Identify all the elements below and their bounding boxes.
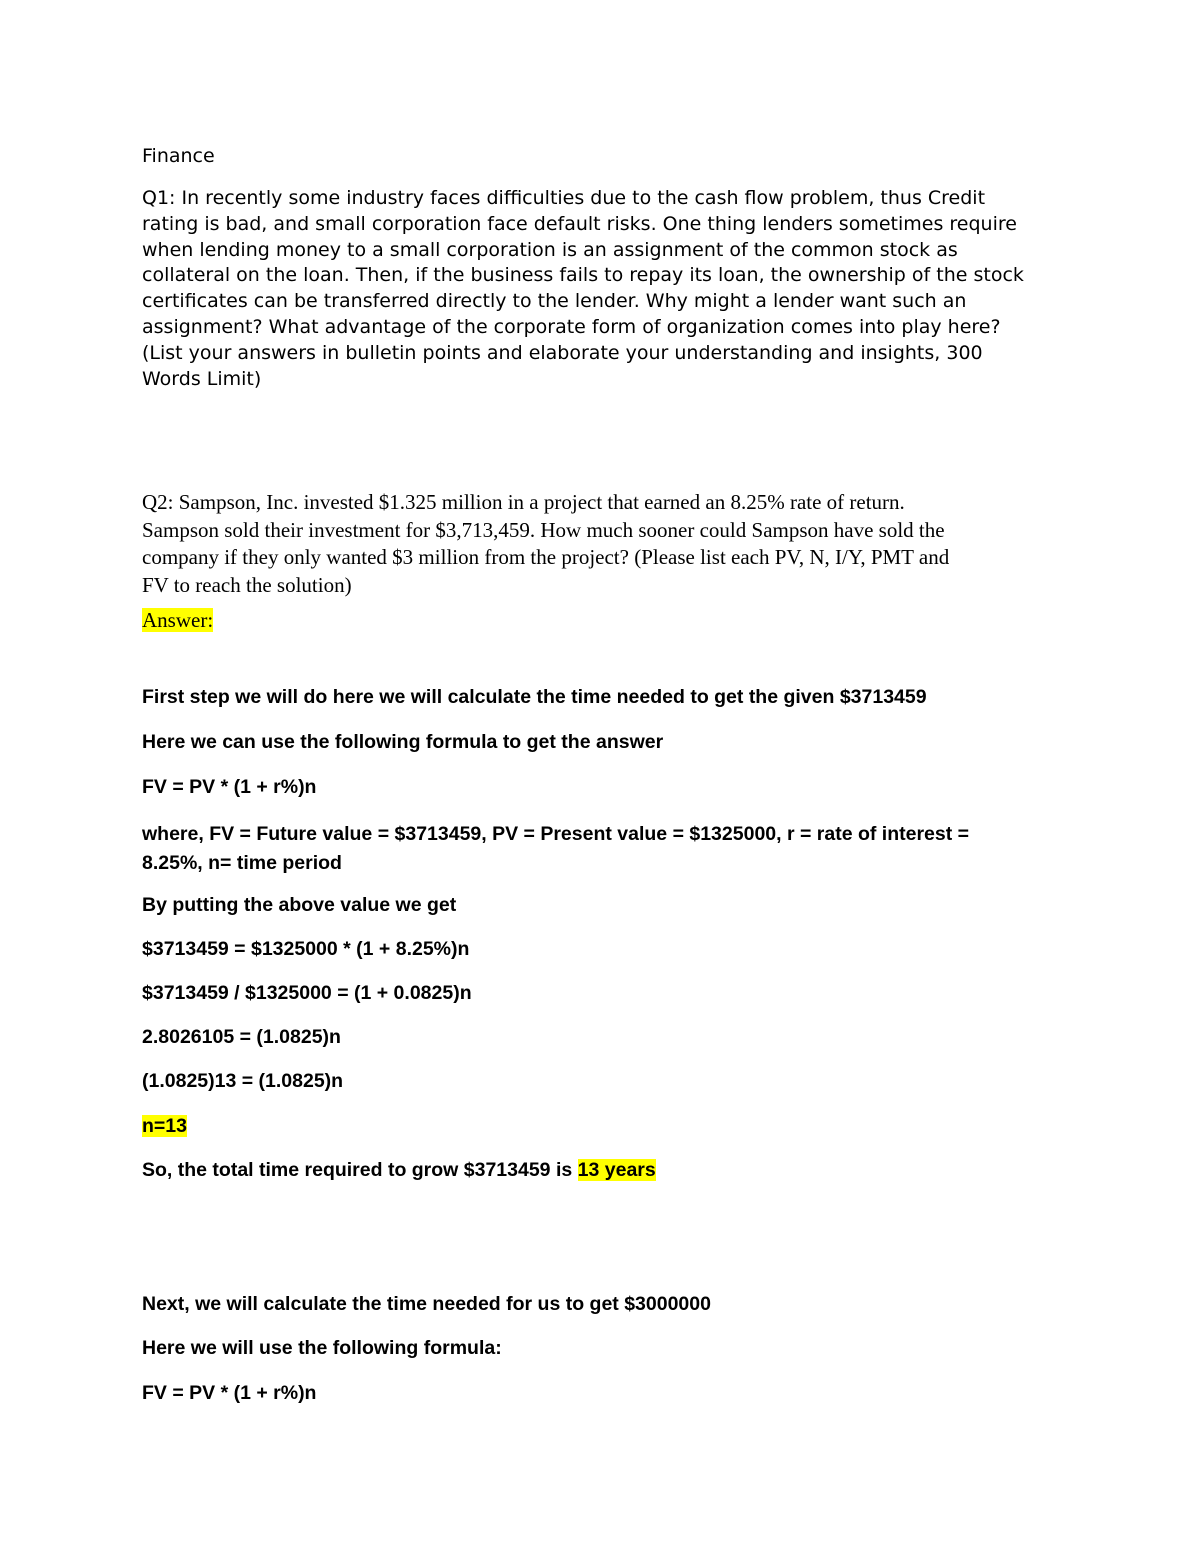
q1-line: Words Limit) (142, 367, 262, 390)
total-time-value: 13 years (577, 1159, 656, 1181)
q2-line: FV to reach the solution) (142, 572, 352, 597)
calc-step-4: (1.0825)13 = (1.0825)n (142, 1070, 344, 1092)
calc-step-1: $3713459 = $1325000 * (1 + 8.25%)n (142, 938, 470, 960)
where-definitions (142, 820, 969, 877)
next-step-text: Next, we will calculate the time needed for us to get $3000000 (142, 1293, 711, 1315)
q2-line: Q2: Sampson, Inc. invested $1.325 million in a project that earned an 8.25% rate of return. (142, 490, 905, 514)
question-1 (142, 186, 1024, 392)
n-result-text: n=13 (142, 1115, 187, 1137)
formula-1: FV = PV * (1 + r%)n (142, 776, 317, 798)
total-time-prefix: So, the total time required to grow $3713459 is (142, 1159, 578, 1181)
q2-line: company if they only wanted $3 million from the project? (Please list each PV, N, I/Y, PMT and (142, 545, 950, 569)
where-line: where, FV = Future value = $3713459, PV = Present value = $1325000, r = rate of interest = (142, 823, 970, 845)
answer-label-text: Answer: (142, 608, 214, 632)
document-heading: Finance (142, 145, 215, 167)
q1-line: certificates can be transferred directly to the lender. Why might a lender want such an (142, 290, 967, 313)
formula-intro-1: Here we can use the following formula to get the answer (142, 731, 664, 753)
q1-line: Q1: In recently some industry faces difficulties due to the cash flow problem, thus Credit (142, 187, 986, 209)
total-time-sentence (142, 1159, 656, 1182)
calc-step-2: $3713459 / $1325000 = (1 + 0.0825)n (142, 982, 472, 1004)
q1-line: collateral on the loan. Then, if the business fails to repay its loan, the ownership of the stock (142, 264, 1024, 287)
q1-line: rating is bad, and small corporation face default risks. One thing lenders sometimes require (142, 212, 1017, 235)
step-1-text: First step we will do here we will calculate the time needed to get the given $3713459 (142, 686, 927, 708)
q1-line: when lending money to a small corporation is an assignment of the common stock as (142, 238, 958, 261)
where-line: 8.25%, n= time period (142, 851, 342, 874)
q1-line: (List your answers in bulletin points and elaborate your understanding and insights, 300 (142, 341, 983, 364)
q1-line: assignment? What advantage of the corporate form of organization comes into play here? (142, 315, 1001, 338)
putting-values-text: By putting the above value we get (142, 894, 457, 916)
formula-intro-2: Here we will use the following formula: (142, 1337, 502, 1359)
n-result (142, 1115, 187, 1138)
answer-label (142, 608, 213, 633)
q2-line: Sampson sold their investment for $3,713,459. How much sooner could Sampson have sold the (142, 517, 945, 542)
question-2 (142, 489, 949, 599)
formula-2: FV = PV * (1 + r%)n (142, 1382, 317, 1404)
calc-step-3: 2.8026105 = (1.0825)n (142, 1026, 341, 1048)
